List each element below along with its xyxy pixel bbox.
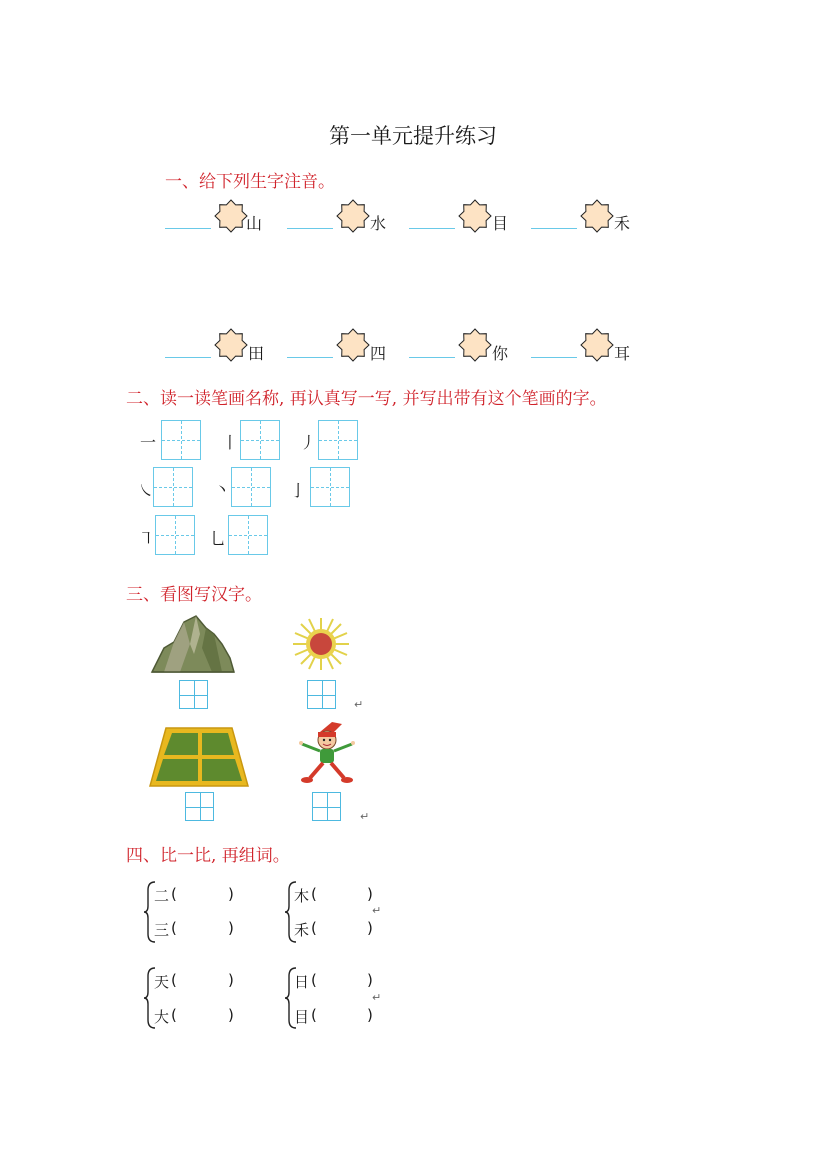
open-paren: (	[171, 919, 177, 937]
pinyin-blank[interactable]	[287, 357, 333, 358]
stroke-hengzhe: ㇕	[138, 529, 155, 548]
return-mark: ↵	[372, 904, 382, 917]
answer-box[interactable]	[179, 680, 208, 709]
compare-char: 木	[294, 887, 310, 905]
compare-char: 二	[154, 887, 170, 905]
pinyin-blank[interactable]	[409, 357, 455, 358]
close-paren: )	[367, 885, 373, 903]
writing-box[interactable]	[161, 420, 201, 460]
char-mu: 目	[492, 214, 509, 233]
compare-char: 三	[154, 921, 170, 939]
pinyin-blank[interactable]	[409, 228, 455, 229]
answer-box[interactable]	[312, 792, 341, 821]
writing-box[interactable]	[318, 420, 358, 460]
stroke-heng: 一	[140, 433, 157, 452]
close-paren: )	[367, 1006, 373, 1024]
pinyin-blank[interactable]	[287, 228, 333, 229]
return-mark: ↵	[360, 810, 370, 823]
star-icon	[458, 328, 492, 362]
writing-box[interactable]	[153, 467, 193, 507]
open-paren: (	[311, 885, 317, 903]
stroke-shuwangou: 乚	[210, 529, 227, 548]
section4-heading: 四、比一比, 再组词。	[126, 846, 290, 866]
field-picture	[148, 726, 250, 788]
close-paren: )	[228, 1006, 234, 1024]
stroke-na: ㇏	[138, 481, 155, 500]
star-icon	[580, 328, 614, 362]
compare-char: 目	[294, 1008, 310, 1026]
char-ni: 你	[492, 344, 509, 363]
section2-heading: 二、读一读笔画名称, 再认真写一写, 并写出带有这个笔画的字。	[126, 389, 607, 409]
open-paren: (	[171, 885, 177, 903]
close-paren: )	[228, 885, 234, 903]
char-si: 四	[370, 344, 387, 363]
section1-heading: 一、给下列生字注音。	[165, 172, 335, 192]
stroke-shu: 丨	[222, 433, 239, 452]
star-icon	[458, 199, 492, 233]
open-paren: (	[171, 971, 177, 989]
star-icon	[214, 328, 248, 362]
pinyin-blank[interactable]	[531, 228, 577, 229]
compare-char: 大	[154, 1008, 170, 1026]
close-paren: )	[228, 971, 234, 989]
pinyin-blank[interactable]	[165, 228, 211, 229]
stroke-shugou: 亅	[290, 481, 307, 500]
stroke-pie: 丿	[300, 433, 317, 452]
return-mark: ↵	[354, 698, 364, 711]
answer-box[interactable]	[185, 792, 214, 821]
compare-char: 禾	[294, 921, 310, 939]
char-er: 耳	[614, 344, 631, 363]
close-paren: )	[228, 919, 234, 937]
writing-box[interactable]	[155, 515, 195, 555]
mountain-picture	[150, 614, 236, 676]
pinyin-blank[interactable]	[165, 357, 211, 358]
star-icon	[336, 328, 370, 362]
stroke-dian: 丶	[214, 480, 231, 499]
star-icon	[580, 199, 614, 233]
open-paren: (	[311, 919, 317, 937]
close-paren: )	[367, 971, 373, 989]
answer-box[interactable]	[307, 680, 336, 709]
writing-box[interactable]	[228, 515, 268, 555]
return-mark: ↵	[372, 991, 382, 1004]
compare-char: 天	[154, 973, 170, 991]
open-paren: (	[311, 1006, 317, 1024]
star-icon	[336, 199, 370, 233]
pinyin-blank[interactable]	[531, 357, 577, 358]
page-title: 第一单元提升练习	[329, 124, 497, 148]
person-picture	[296, 720, 358, 786]
sun-picture	[289, 616, 353, 672]
writing-box[interactable]	[231, 467, 271, 507]
writing-box[interactable]	[310, 467, 350, 507]
char-he: 禾	[614, 214, 631, 233]
open-paren: (	[311, 971, 317, 989]
char-tian: 田	[248, 344, 265, 363]
star-icon	[214, 199, 248, 233]
section3-heading: 三、看图写汉字。	[126, 585, 262, 605]
char-shan: 山	[246, 214, 263, 233]
compare-char: 日	[294, 973, 310, 991]
char-shui: 水	[370, 214, 387, 233]
writing-box[interactable]	[240, 420, 280, 460]
open-paren: (	[171, 1006, 177, 1024]
close-paren: )	[367, 919, 373, 937]
